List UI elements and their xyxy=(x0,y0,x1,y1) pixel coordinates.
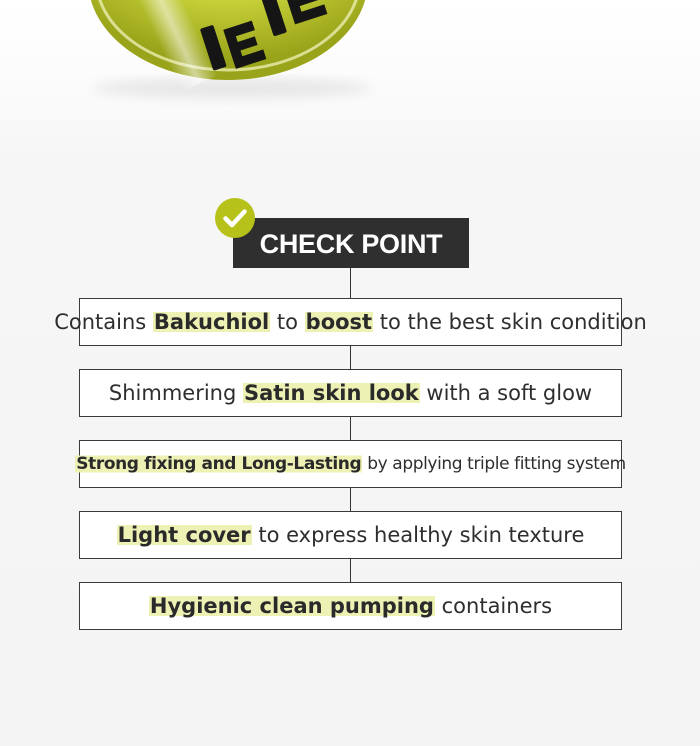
connector-line xyxy=(350,346,351,370)
point-box-2 xyxy=(79,369,622,417)
product-lid-image xyxy=(0,0,700,110)
point-box-1 xyxy=(54,298,647,346)
point-highlight: Satin skin look xyxy=(243,381,419,405)
point-highlight: boost xyxy=(305,310,373,334)
point-text: containers xyxy=(434,594,553,618)
point-box-5 xyxy=(79,582,622,630)
point-highlight: Bakuchiol xyxy=(153,310,270,334)
connector-line xyxy=(350,559,351,583)
check-circle-icon xyxy=(215,198,255,238)
point-highlight: Light cover xyxy=(117,523,251,547)
point-text: Shimmering xyxy=(108,381,243,405)
point-text: with a soft glow xyxy=(419,381,593,405)
point-text: Contains xyxy=(54,310,153,334)
point-highlight: Hygienic clean pumping xyxy=(149,594,434,618)
point-text: to the best skin condition xyxy=(373,310,647,334)
connector-line xyxy=(350,488,351,512)
point-box-4 xyxy=(79,511,622,559)
point-text: by applying triple fitting system xyxy=(362,454,626,474)
point-text: to xyxy=(270,310,305,334)
point-highlight: Strong fixing and Long-Lasting xyxy=(76,454,362,474)
point-text: to express healthy skin texture xyxy=(251,523,585,547)
connector-line xyxy=(350,417,351,441)
check-point-title: CHECK POINT xyxy=(233,218,469,268)
point-box-3 xyxy=(76,440,626,488)
connector-line xyxy=(350,268,351,298)
